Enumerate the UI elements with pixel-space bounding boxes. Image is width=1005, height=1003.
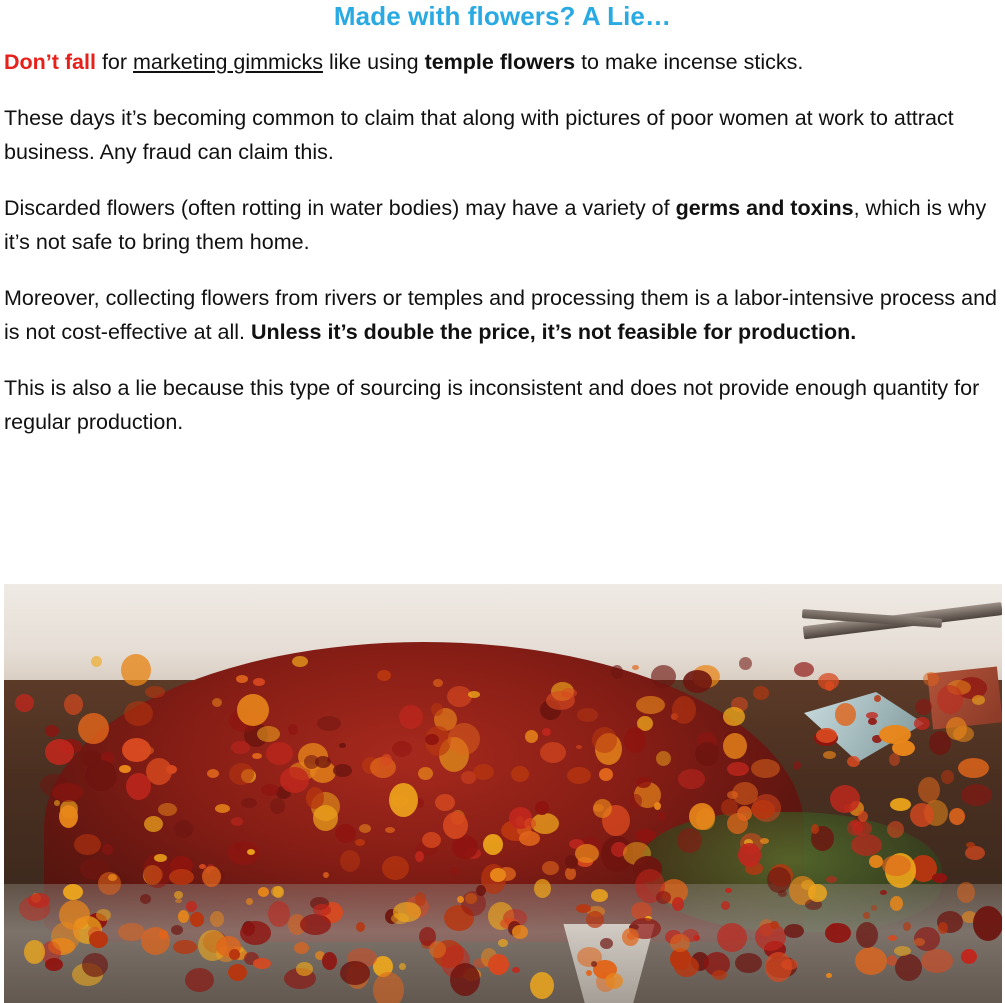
paragraph-1-run-6: to make incense sticks. bbox=[575, 49, 804, 74]
paragraph-5-run-1: This is also a lie because this type of sourcing is inconsistent and does not provide enough quantity for regular production. bbox=[4, 375, 980, 434]
paragraph-1-run-3: marketing gimmicks bbox=[133, 49, 323, 74]
paragraph-2 bbox=[4, 102, 999, 170]
paragraph-1 bbox=[4, 46, 999, 80]
slide-body bbox=[0, 46, 1005, 440]
paragraph-3 bbox=[4, 192, 999, 260]
paragraph-1-run-5: temple flowers bbox=[424, 49, 576, 74]
paragraph-3-run-3: , which is why it’s not safe to bring them home. bbox=[4, 195, 987, 254]
paragraph-4 bbox=[4, 282, 999, 350]
paragraph-2-run-1: These days it’s becoming common to claim that along with pictures of poor women at work to attract business. Any fraud can claim this. bbox=[4, 105, 954, 164]
paragraph-1-run-1: Don’t fall bbox=[4, 49, 96, 74]
paragraph-4-run-2: Unless it’s double the price, it’s not feasible for production. bbox=[250, 319, 857, 344]
paragraph-3-run-1: Discarded flowers (often rotting in water bodies) may have a variety of bbox=[4, 195, 676, 220]
paragraph-3-run-2: germs and toxins bbox=[675, 195, 854, 220]
paragraph-5 bbox=[4, 372, 999, 440]
discarded-flowers-photo bbox=[4, 584, 1002, 1003]
paragraph-1-run-2: for bbox=[95, 49, 134, 74]
paragraph-4-run-1: Moreover, collecting flowers from rivers or temples and processing them is a labor-intensive process and is not cost-effective at all. bbox=[4, 285, 998, 344]
page-title: Made with flowers? A Lie… bbox=[333, 1, 672, 31]
paragraph-1-run-4: like using bbox=[322, 49, 425, 74]
